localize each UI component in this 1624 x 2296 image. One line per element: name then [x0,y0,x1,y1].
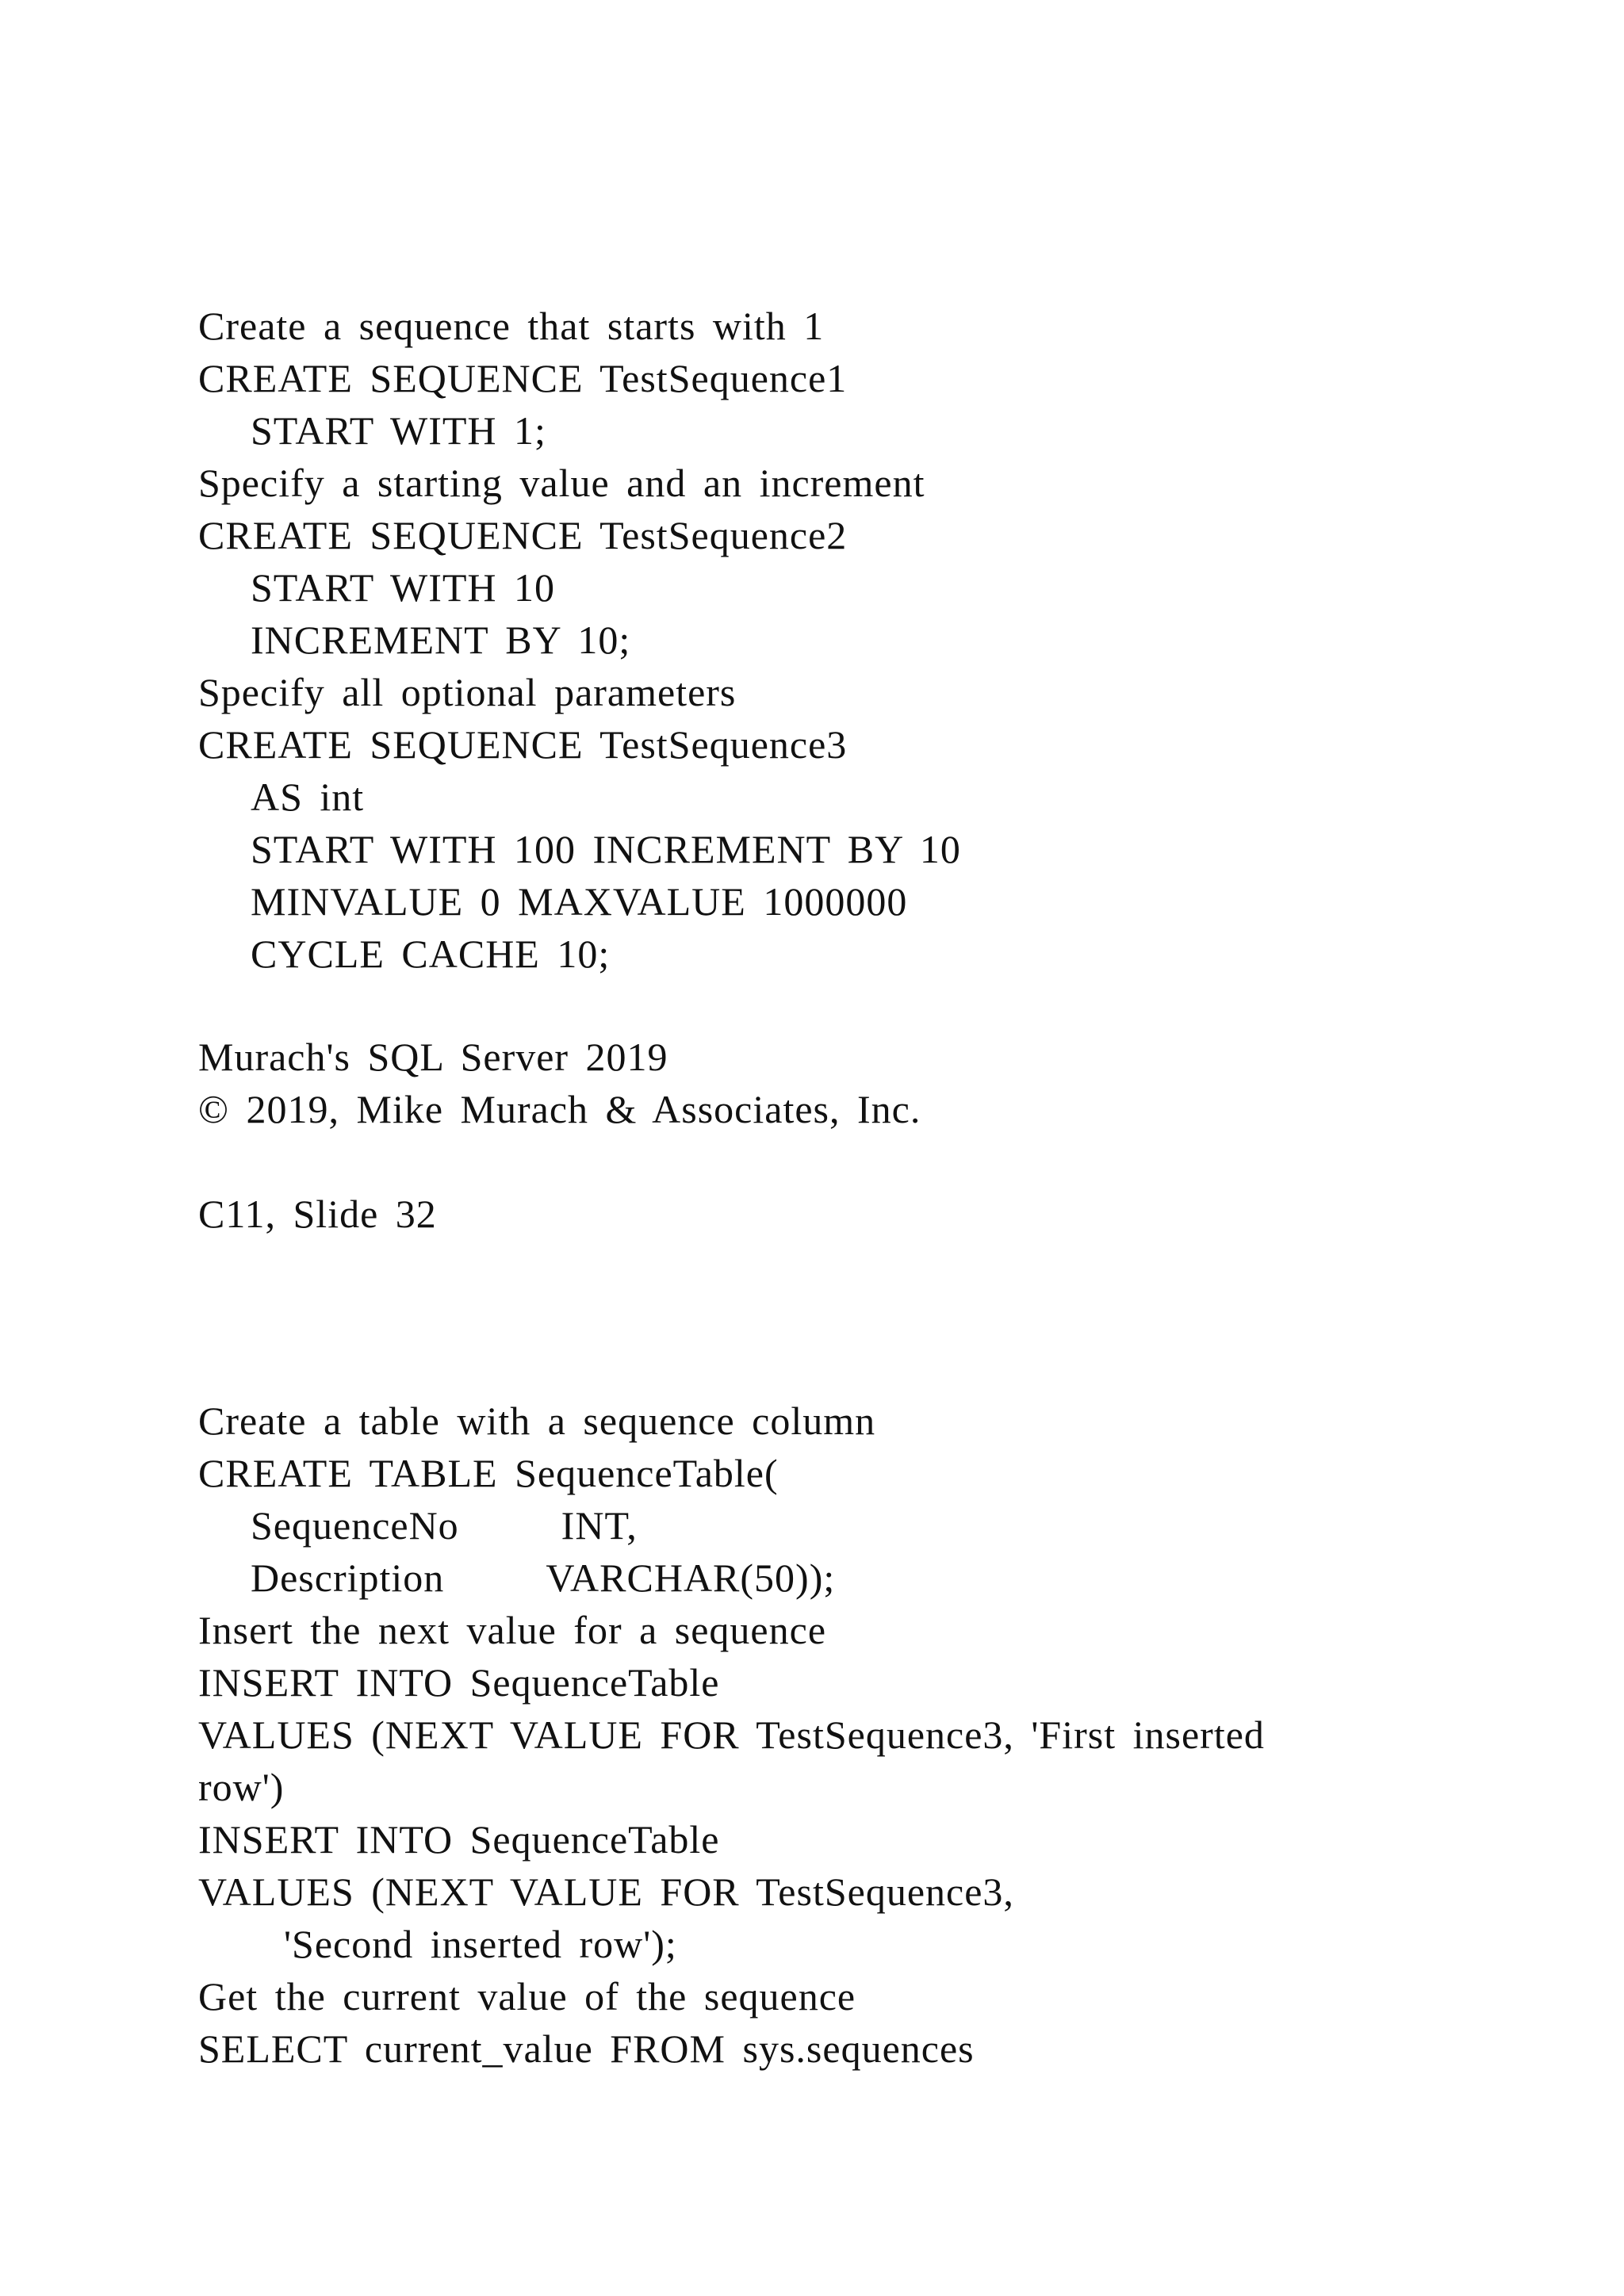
heading-create-sequence: Create a sequence that starts with 1 [198,304,825,348]
heading-optional-parameters: Specify all optional parameters [198,670,737,714]
heading-starting-value: Specify a starting value and an increment [198,461,925,505]
code-line: START WITH 1; [251,408,546,453]
code-line: MINVALUE 0 MAXVALUE 1000000 [251,879,908,924]
code-line: INCREMENT BY 10; [251,618,631,662]
heading-insert-next-value: Insert the next value for a sequence [198,1608,827,1652]
code-line: CREATE SEQUENCE TestSequence3 [198,722,848,767]
book-title: Murach's SQL Server 2019 [198,1035,668,1079]
code-line: row') [198,1765,285,1809]
code-line: SELECT current_value FROM sys.sequences [198,2026,975,2071]
slide-33-code-block [198,1395,1546,2075]
heading-create-table: Create a table with a sequence column [198,1399,876,1443]
code-line: AS int [251,775,365,819]
code-line: CYCLE CACHE 10; [251,932,611,976]
slide-number: C11, Slide 32 [198,1192,437,1236]
code-line: 'Second inserted row'); [284,1922,677,1966]
slide-number-block [198,1188,1546,1240]
code-line: START WITH 100 INCREMENT BY 10 [251,827,961,871]
slide-32-code-block [198,300,1546,980]
code-line: INSERT INTO SequenceTable [198,1817,720,1862]
code-line: CREATE TABLE SequenceTable( [198,1451,779,1495]
code-line: INSERT INTO SequenceTable [198,1660,720,1705]
code-line: Description VARCHAR(50)); [251,1556,836,1600]
code-line: CREATE SEQUENCE TestSequence2 [198,513,848,557]
code-line: VALUES (NEXT VALUE FOR TestSequence3, 'First inserted [198,1712,1265,1757]
code-line: CREATE SEQUENCE TestSequence1 [198,356,848,400]
copyright-notice: © 2019, Mike Murach & Associates, Inc. [198,1087,921,1131]
code-line: START WITH 10 [251,565,556,610]
code-line: SequenceNo INT, [251,1503,638,1548]
heading-current-value: Get the current value of the sequence [198,1974,856,2019]
footer-credits [198,1031,1546,1135]
code-line: VALUES (NEXT VALUE FOR TestSequence3, [198,1869,1014,1914]
